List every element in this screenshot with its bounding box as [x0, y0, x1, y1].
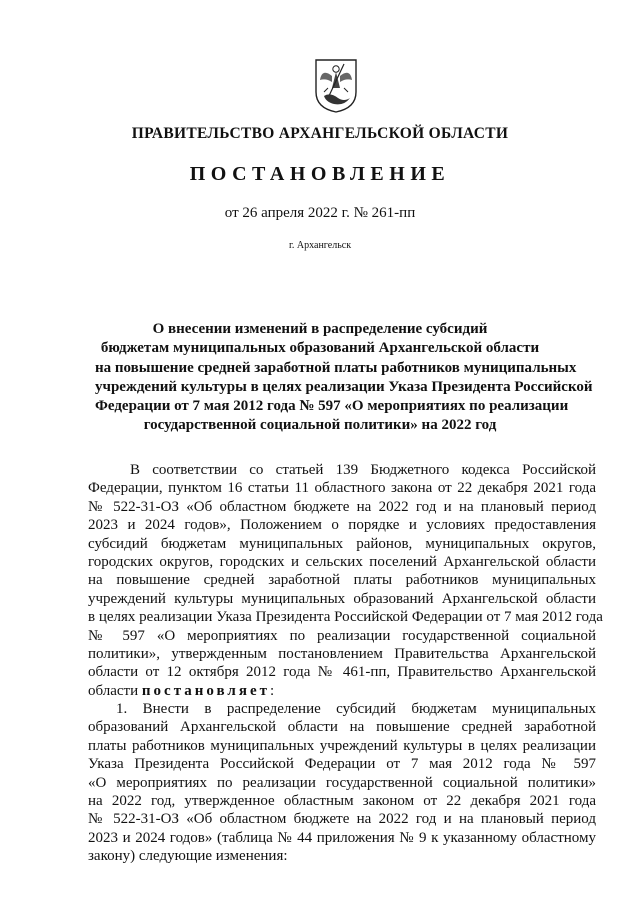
item1-line: 1. Внести в распределение субсидий бюджетам муниципальных [116, 701, 596, 718]
preamble-line: области от 12 октября 2012 года № 461-пп, Правительство Архангельской [88, 664, 596, 681]
title-line: бюджетам муниципальных образований Архангельской области [100, 340, 540, 357]
preamble-line: В соответствии со статьей 139 Бюджетного кодекса Российской [130, 462, 596, 478]
title-line: государственной социальной политики» на 2022 год [143, 417, 497, 434]
preamble-line: № 597 «О мероприятиях по реализации государственной социальной [88, 627, 596, 644]
item1-line: закону) следующие изменения: [88, 848, 288, 865]
resolves-suffix: : [270, 682, 275, 699]
item1-line: на 2022 год, утвержденное областным законом от 22 декабря 2021 года [88, 793, 596, 810]
title-line: Федерации от 7 мая 2012 года № 597 «О мероприятиях по реализации [95, 398, 569, 415]
preamble-line: в целях реализации Указа Президента Российской Федерации от 7 мая 2012 года [88, 609, 603, 626]
title-line: О внесении изменений в распределение субсидий [152, 321, 488, 337]
preamble-line: на повышение средней заработной платы работников муниципальных [88, 572, 596, 589]
item1-line: Указа Президента Российской Федерации от 7 мая 2012 года № 597 [88, 756, 596, 773]
resolves-prefix: области [88, 682, 142, 699]
document-place: г. Архангельск [288, 240, 352, 251]
preamble-line: Федерации, пунктом 16 статьи 11 областного закона от 22 декабря 2021 года [88, 480, 596, 497]
title-line: учреждений культуры в целях реализации Указа Президента Российской [95, 378, 593, 395]
preamble-line: субсидий бюджетам муниципальных районов, муниципальных округов, [88, 535, 596, 552]
coat-of-arms-archangel-icon [314, 58, 358, 114]
preamble-line: № 522-31-ОЗ «Об областном бюджете на 2022 год и на плановый период [88, 498, 596, 515]
preamble-line: городских округов, городских и сельских поселений Архангельской области [88, 553, 596, 570]
document-date-number: от 26 апреля 2022 г. № 261-пп [224, 205, 416, 221]
document-body [88, 461, 603, 866]
item1-line: № 522-31-ОЗ «Об областном бюджете на 2022 год и на плановый период [88, 811, 596, 828]
item1-line: образований Архангельской области на повышение средней заработной [88, 719, 596, 736]
government-name: ПРАВИТЕЛЬСТВО АРХАНГЕЛЬСКОЙ ОБЛАСТИ [131, 125, 509, 142]
item1-line: платы работников муниципальных учреждений культуры в целях реализации [88, 737, 596, 754]
item1-line: 2023 и 2024 годов» (таблица № 44 приложения № 9 к указанному областному [88, 829, 596, 846]
resolves-line [88, 682, 596, 700]
preamble-line: учреждений культуры муниципальных образований Архангельской области [88, 590, 596, 607]
preamble-line: 2023 и 2024 годов», Положением о порядке и условиях предоставления [88, 517, 596, 534]
item1-line: «О мероприятиях по реализации государственной социальной политики» [88, 774, 596, 791]
preamble-line: политики», утвержденным постановлением Правительства Архангельской [88, 645, 596, 662]
document-type: ПОСТАНОВЛЕНИЕ [189, 163, 451, 185]
resolves-word: постановляет [141, 682, 270, 699]
title-line: на повышение средней заработной платы работников муниципальных [95, 359, 577, 376]
document-title [95, 320, 593, 436]
